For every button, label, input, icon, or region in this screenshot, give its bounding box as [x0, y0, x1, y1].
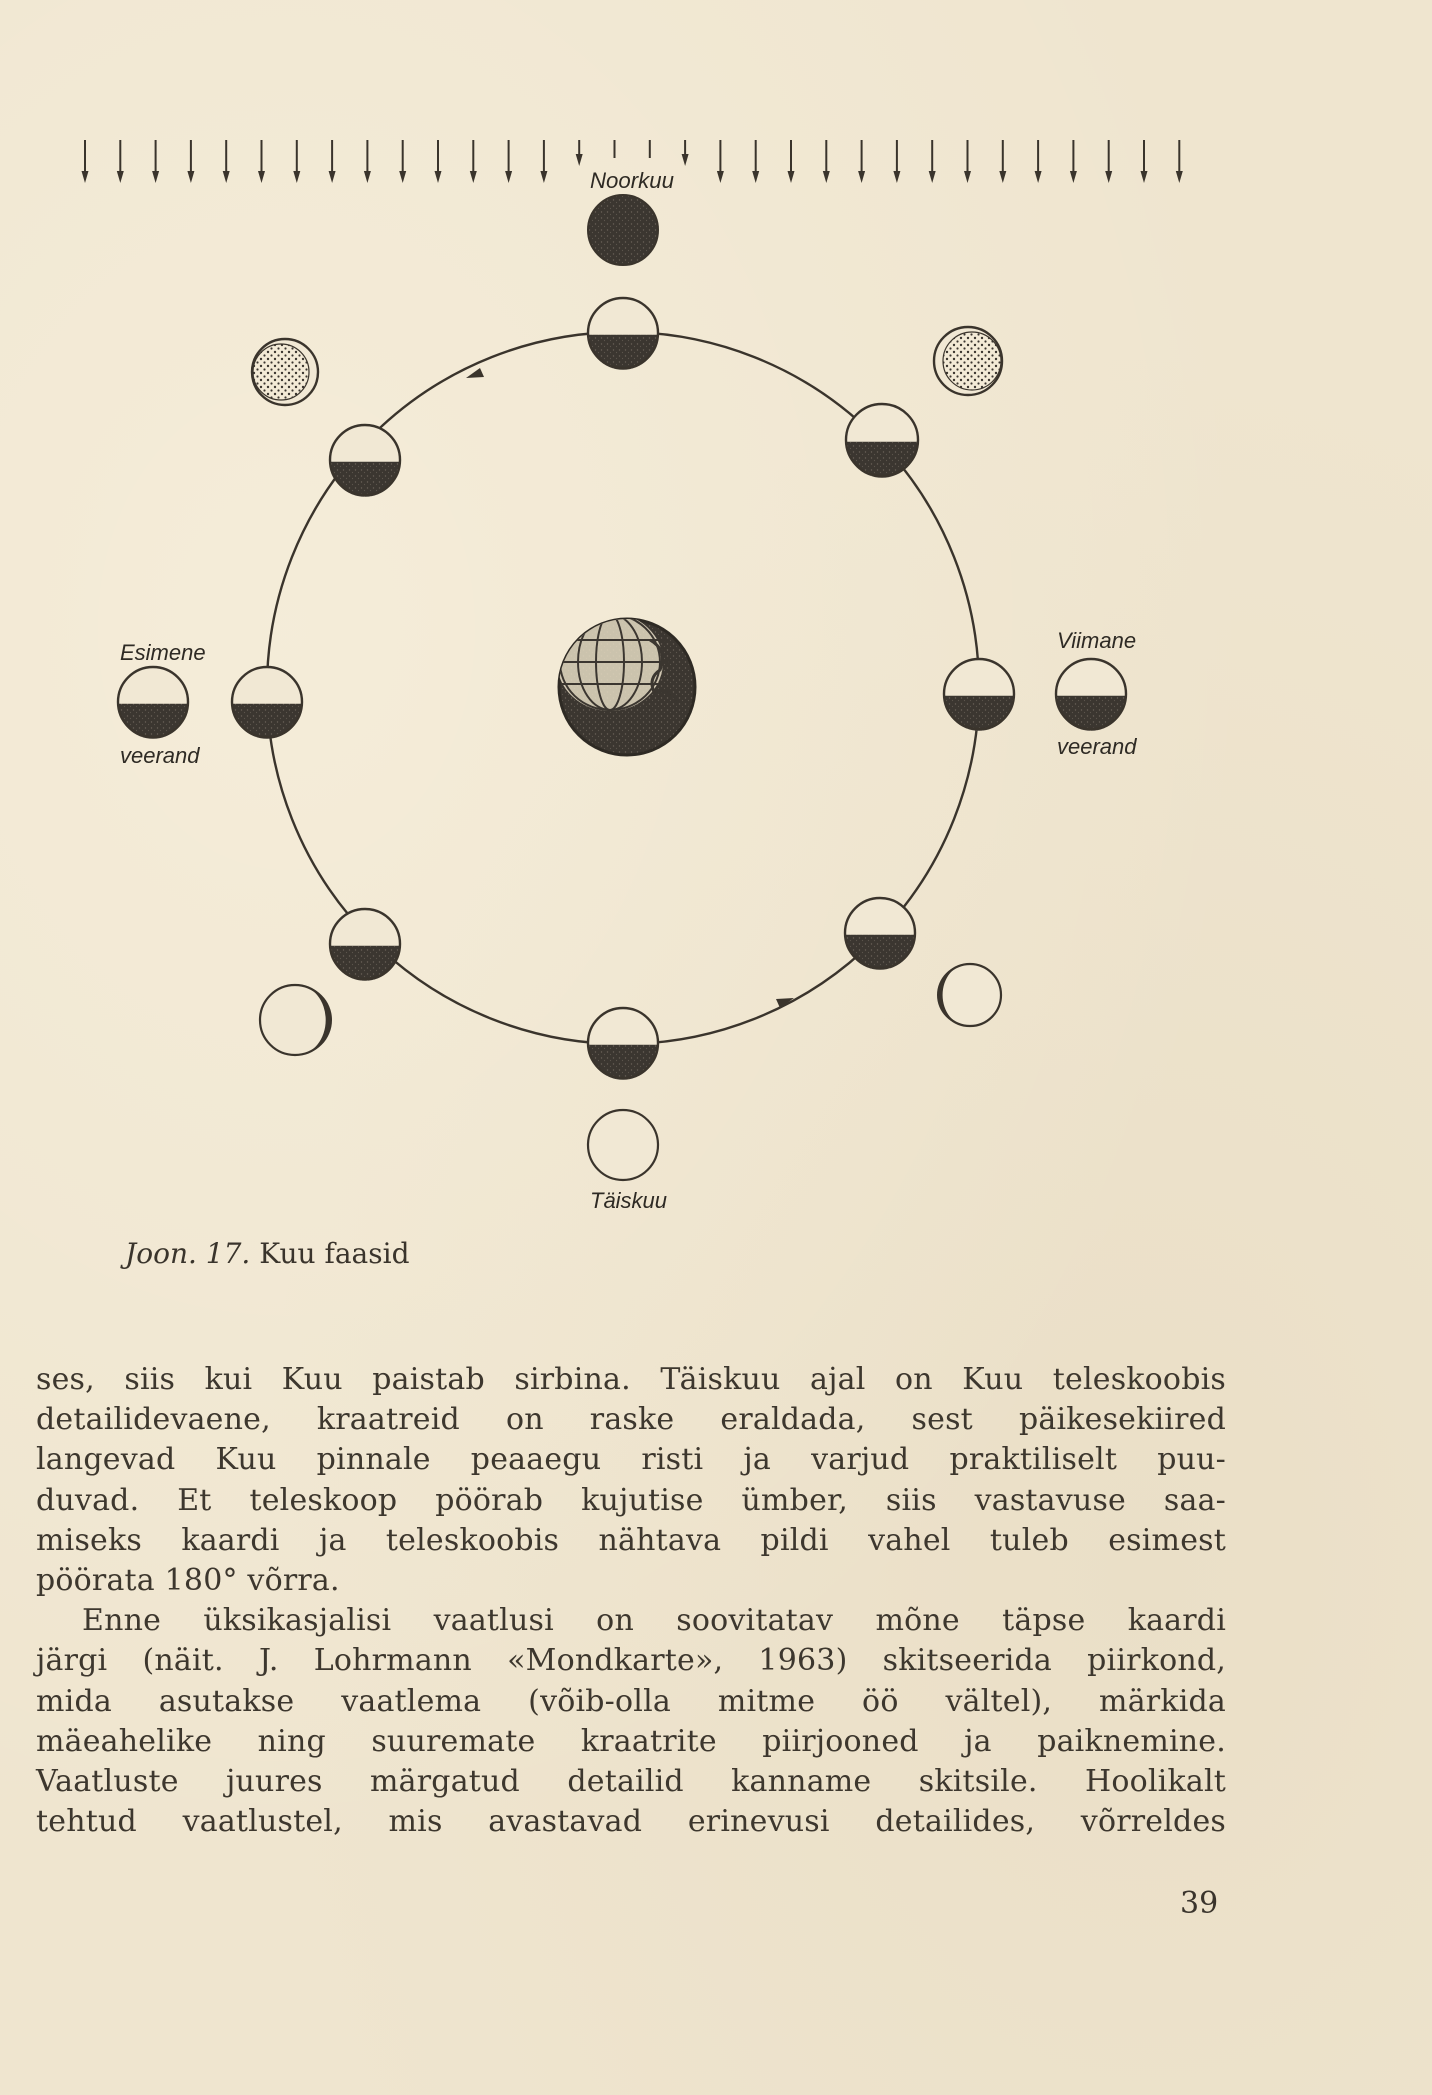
text-line: langevad Kuu pinnale peaaegu risti ja varjud praktiliselt puu- [36, 1442, 1226, 1478]
sunlight-arrow [187, 140, 194, 183]
text-line: Enne üksikasjalisi vaatlusi on soovitatav mõne täpse kaardi [82, 1603, 1226, 1639]
orbit-direction-arrow-upper [466, 368, 484, 378]
sunlight-arrow [540, 140, 547, 183]
text-line: detailidevaene, kraatreid on raske eraldada, sest päikesekiired [36, 1402, 1226, 1438]
body-text [36, 1360, 1226, 1842]
phase-full-moon [588, 1110, 658, 1180]
sunlight-arrow [1141, 140, 1148, 183]
paragraph-2 [36, 1601, 1226, 1842]
sunlight-arrow [1070, 140, 1077, 183]
sunlight-arrow [858, 140, 865, 183]
orbit-moon-lower-right [845, 898, 915, 970]
sunlight-arrow [964, 140, 971, 183]
sunlight-arrow [788, 140, 795, 183]
earth-globe [558, 614, 695, 755]
sunlight-arrow [1105, 140, 1112, 183]
sunlight-arrow [399, 140, 406, 183]
text-line: miseks kaardi ja teleskoobis nähtava pildi vahel tuleb esimest [36, 1522, 1226, 1558]
sunlight-arrow [717, 140, 724, 183]
sunlight-arrow [1176, 140, 1183, 183]
text-line: järgi (näit. J. Lohrmann «Mondkarte», 1963) skitseerida piirkond, [36, 1643, 1226, 1679]
sunlight-arrow [823, 140, 830, 183]
label-first-quarter-1: Esimene [120, 640, 206, 665]
sunlight-arrow [435, 140, 442, 183]
label-last-quarter-2: veerand [1057, 734, 1137, 759]
sunlight-arrow [929, 140, 936, 183]
sunlight-arrow [82, 140, 89, 183]
orbit-moon-upper-left [330, 425, 400, 497]
sunlight-arrow [576, 140, 583, 166]
phase-first-quarter [118, 667, 188, 739]
sunlight-arrow [1035, 140, 1042, 183]
sunlight-arrow [258, 140, 265, 183]
orbit-moon-lower-left [330, 909, 400, 981]
sunlight-arrow [364, 140, 371, 183]
text-line: tehtud vaatlustel, mis avastavad erinevusi detailides, võrreldes [36, 1804, 1226, 1840]
sunlight-arrow [329, 140, 336, 183]
orbit-moon-left [232, 667, 302, 739]
label-full-moon: Täiskuu [590, 1188, 668, 1213]
orbit-moon-right [944, 659, 1014, 731]
sunlight-arrow [505, 140, 512, 183]
sunlight-arrow [293, 140, 300, 183]
figure-title: Kuu faasid [259, 1237, 410, 1270]
phase-new-moon [588, 195, 658, 265]
sunlight-arrow [752, 140, 759, 183]
label-first-quarter-2: veerand [120, 743, 200, 768]
text-line: duvad. Et teleskoop pöörab kujutise ümber, siis vastavuse saa- [36, 1482, 1226, 1518]
sunlight-arrow [223, 140, 230, 183]
text-line: pöörata 180° võrra. [36, 1563, 340, 1599]
sunlight-arrow [470, 140, 477, 183]
label-last-quarter-1: Viimane [1057, 628, 1137, 653]
phase-waxing-gibbous [260, 985, 332, 1055]
sunlight-arrow [682, 140, 689, 166]
page-number: 39 [1180, 1886, 1219, 1921]
orbit-moon-top [588, 298, 658, 370]
phase-last-quarter [1056, 659, 1126, 731]
text-line: Vaatluste juures märgatud detailid kanname skitsile. Hoolikalt [36, 1764, 1226, 1800]
figure-caption [125, 1237, 410, 1270]
phase-waning-crescent-view [252, 339, 318, 405]
phase-waxing-crescent-view [934, 327, 1002, 395]
sunlight-arrow [999, 140, 1006, 183]
label-new-moon: Noorkuu [590, 168, 674, 193]
sunlight-arrow [893, 140, 900, 183]
paragraph-1 [36, 1360, 1226, 1601]
sunlight-arrow [152, 140, 159, 183]
orbit-moon-upper-right [846, 404, 918, 478]
text-line: mida asutakse vaatlema (võib-olla mitme öö vältel), märkida [36, 1683, 1226, 1719]
orbit-moon-bottom [588, 1008, 658, 1080]
text-line: ses, siis kui Kuu paistab sirbina. Täiskuu ajal on Kuu teleskoobis [36, 1362, 1226, 1397]
figure-number: Joon. 17. [125, 1237, 251, 1270]
phase-waning-gibbous [937, 964, 1001, 1026]
sunlight-arrow [117, 140, 124, 183]
text-line: mäeahelike ning suuremate kraatrite piirjooned ja paiknemine. [36, 1723, 1226, 1759]
